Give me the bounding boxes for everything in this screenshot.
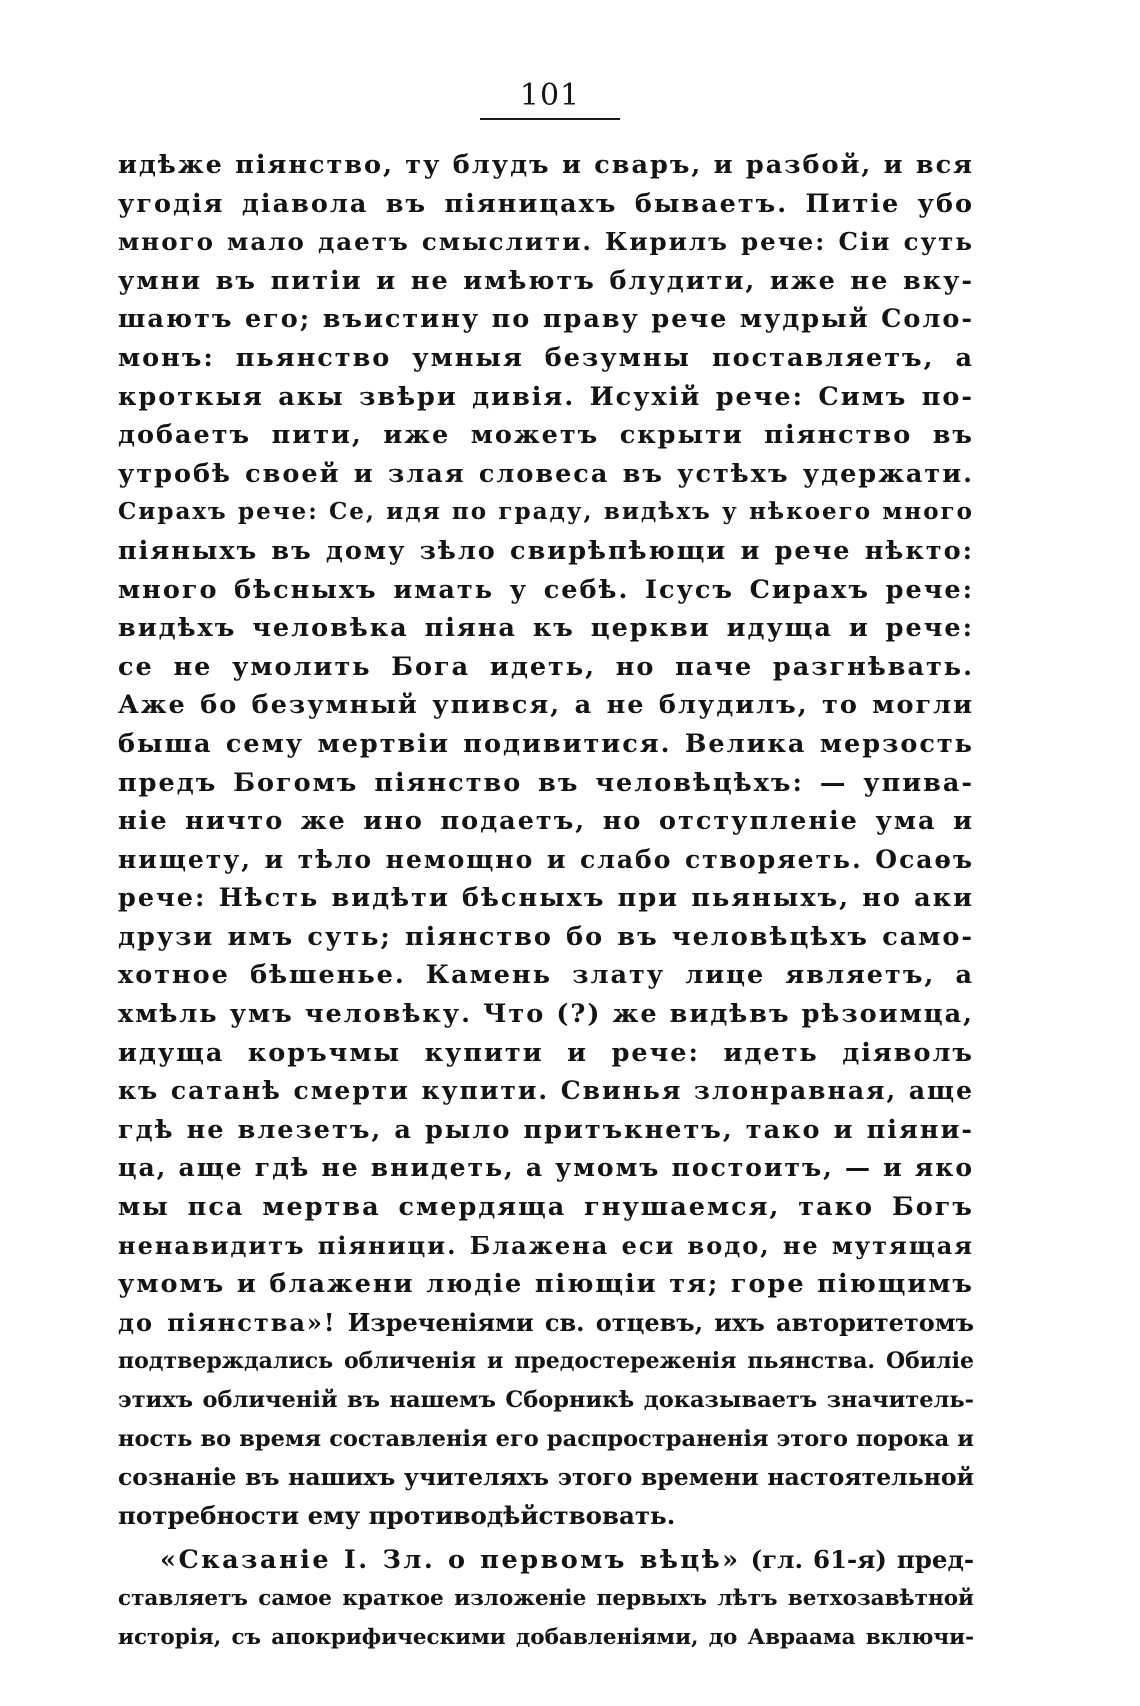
text-line: кроткыя акы звѣри дивія. Исухій рече: Симъ по- bbox=[118, 381, 974, 412]
text-line: хотное бѣшенье. Камень злату лице являетъ, а bbox=[118, 960, 974, 991]
text-line: нищету, и тѣло немощно и слабо створяеть. Осаѳъ bbox=[118, 844, 974, 874]
text-line: піяныхъ въ дому зѣло свирѣпѣющи и рече нѣкто: bbox=[118, 535, 974, 566]
commentary-paragraph bbox=[118, 1304, 974, 1536]
text-line: потребности ему противодѣйствовать. bbox=[118, 1500, 676, 1530]
page-number: 101 bbox=[519, 78, 581, 113]
text-line: много мало даетъ смыслити. Кирилъ рече: Сіи суть bbox=[118, 227, 974, 257]
quote-ending: до піянства»! bbox=[118, 1307, 337, 1337]
text-line: умни въ питіи и не имѣютъ блудити, иже не вку- bbox=[118, 265, 974, 296]
text-line: ность во время составленія его распространенія этого порока и bbox=[118, 1425, 974, 1452]
next-paragraph bbox=[118, 1541, 974, 1657]
mixed-text-line bbox=[118, 1541, 974, 1580]
text-line: се не умолить Бога идеть, но паче разгнѣвать. bbox=[118, 651, 974, 682]
text-line: къ сатанѣ смерти купити. Свинья злонравная, аще bbox=[118, 1076, 974, 1106]
commentary-start: Изреченіями св. отцевъ, ихъ авторитетомъ bbox=[347, 1307, 974, 1337]
text-line: идуща коръчмы купити и рече: идеть діяволъ bbox=[118, 1037, 974, 1068]
quoted-passage bbox=[118, 146, 974, 1304]
text-line: утробѣ своей и злая словеса въ устѣхъ удержати. bbox=[118, 458, 974, 489]
mixed-text-line bbox=[118, 1304, 974, 1343]
text-line: Аже бо безумный упився, а не блудилъ, то могли bbox=[118, 690, 974, 721]
text-line: быша сему мертвіи подивитися. Велика мерзость bbox=[118, 728, 974, 759]
text-line: Сирахъ рече: Се, идя по граду, видѣхъ у нѣкоего много bbox=[118, 498, 974, 526]
text-line: ца, аще гдѣ не внидеть, а умомъ постоитъ, — и яко bbox=[118, 1153, 974, 1183]
body-text bbox=[118, 146, 974, 1657]
text-line: шаютъ его; въистину по праву рече мудрый Соло- bbox=[118, 304, 974, 335]
text-line: много бѣсныхъ имать у себѣ. Ісусъ Сирахъ рече: bbox=[118, 574, 974, 605]
page-number-rule bbox=[480, 118, 620, 120]
text-line: ніе ничто же ино подаетъ, но отступленіе ума и bbox=[118, 806, 974, 837]
text-line: исторія, съ апокрифическими добавленіями, до Авраама включи- bbox=[118, 1624, 974, 1650]
section-title-quote: «Сказаніе І. Зл. о первомъ вѣцѣ» bbox=[160, 1545, 741, 1576]
text-line: монъ: пьянство умныя безумны поставляетъ, а bbox=[118, 342, 974, 373]
text-line: угодія діавола въ піяницахъ бываетъ. Питіе убо bbox=[118, 188, 974, 219]
text-line: добаетъ пити, иже можетъ скрыти піянство въ bbox=[118, 420, 974, 451]
text-line: подтверждались обличенія и предостереженія пьянства. Обиліе bbox=[118, 1348, 974, 1375]
text-line: ненавидитъ піяници. Блажена еси водо, не мутящая bbox=[118, 1230, 974, 1260]
text-line: идѣже піянство, ту блудъ и сваръ, и разбой, и вся bbox=[118, 150, 974, 180]
text-line: умомъ и блажени людіе піющіи тя; горе піющимъ bbox=[118, 1269, 974, 1300]
text-line: этихъ обличеній въ нашемъ Сборникѣ доказываетъ значитель- bbox=[118, 1387, 974, 1413]
text-line: гдѣ не влезетъ, а рыло притъкнетъ, тако и піяни- bbox=[118, 1114, 974, 1145]
text-line: сознаніе въ нашихъ учителяхъ этого времени настоятельной bbox=[118, 1463, 974, 1492]
text-line: друзи имъ суть; піянство бо въ человѣцѣхъ само- bbox=[118, 921, 974, 952]
text-line: мы пса мертва смердяща гнушаемся, тако Богъ bbox=[118, 1192, 974, 1223]
text-line: ставляетъ самое краткое изложеніе первыхъ лѣтъ ветхозавѣтной bbox=[118, 1585, 974, 1611]
text-line: предъ Богомъ піянство въ человѣцѣхъ: — упива- bbox=[118, 767, 974, 798]
text-line: рече: Нѣсть видѣти бѣсныхъ при пьяныхъ, но аки bbox=[118, 883, 974, 914]
text-line: видѣхъ человѣка піяна къ церкви идуща и рече: bbox=[118, 613, 974, 644]
chapter-reference: (гл. 61-я) пред- bbox=[750, 1545, 974, 1575]
text-line: хмѣль умъ человѣку. Что (?) же видѣвъ рѣзоимца, bbox=[118, 999, 974, 1030]
